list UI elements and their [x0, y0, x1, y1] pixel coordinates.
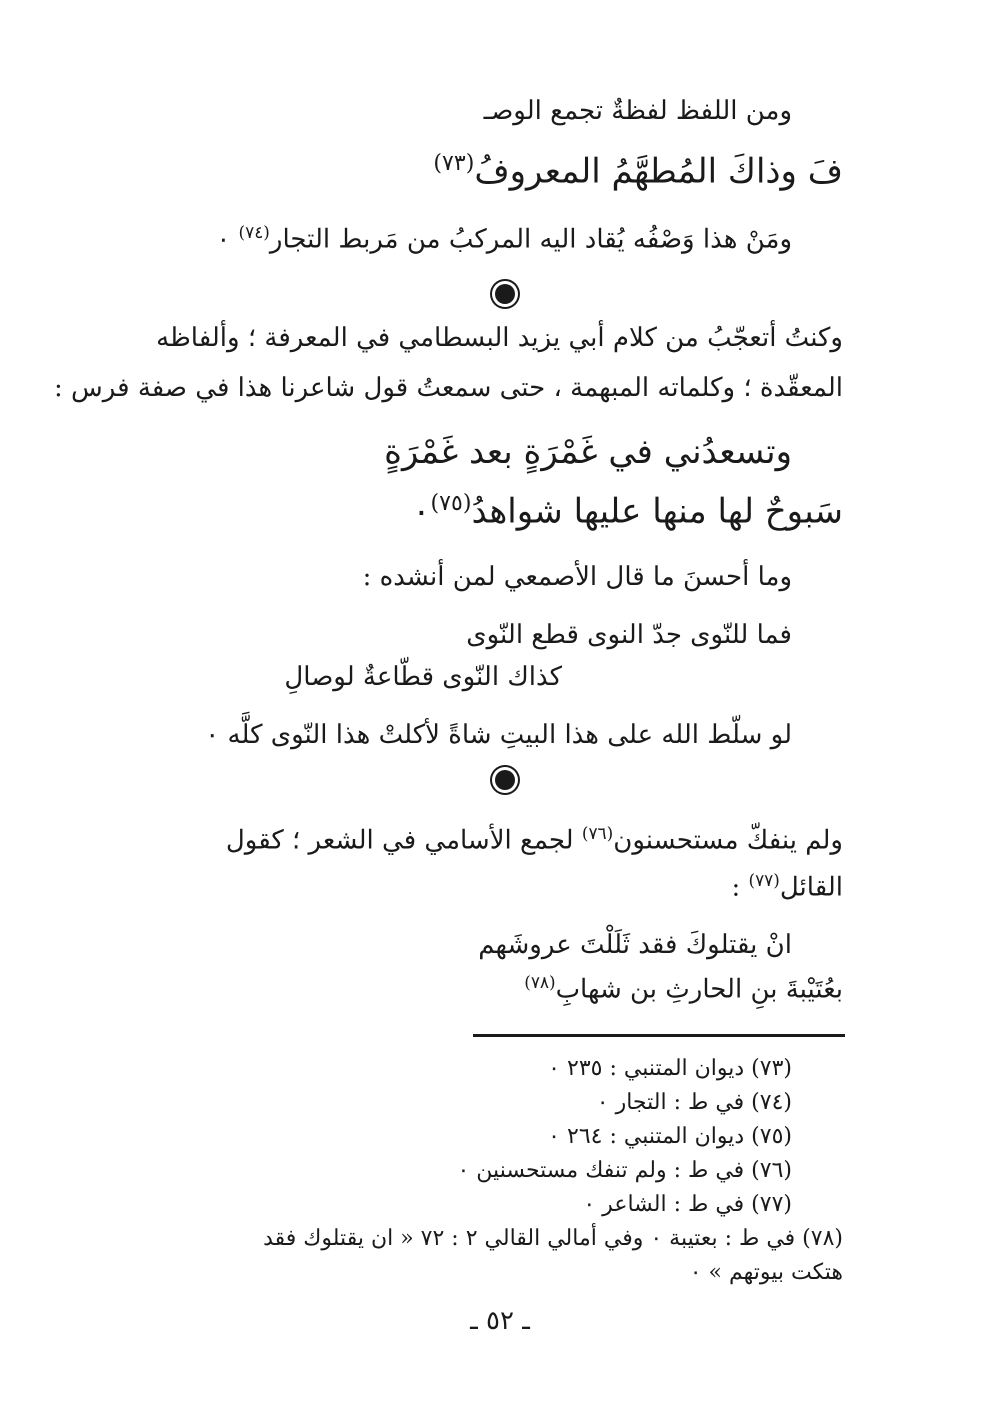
- footnote-separator: [473, 1034, 845, 1037]
- page-number: ـ ٥٢ ـ: [470, 1306, 530, 1336]
- footnote-77: (٧٧) في ط : الشاعر ٠: [583, 1192, 792, 1217]
- verse-line-7: بعُتَيْبةَ بنِ الحارثِ بن شهابِ$^{(٧٨)}$: [524, 972, 843, 1005]
- text-line-6: لو سلّط الله على هذا البيتِ شاةً لأكلتْ هذا النّوى كلَّه ٠: [205, 720, 792, 750]
- footnote-ref-78: (٧٨): [524, 972, 556, 992]
- text-line-1: ومن اللفظ لفظةٌ تجمع الوصـ: [483, 96, 792, 126]
- footnote-76: (٧٦) في ط : ولم تنفك مستحسنين ٠: [457, 1158, 792, 1183]
- verse-line-3: سَبوحٌ لها منها عليها شواهدُ$^{(٧٥)}$٠: [412, 490, 843, 532]
- footnote-73: (٧٣) ديوان المتنبي : ٢٣٥ ٠: [548, 1056, 792, 1081]
- section-divider-ornament-2: [495, 770, 515, 790]
- verse-line-2: وتسعدُني في غَمْرَةٍ بعد غَمْرَةٍ: [384, 432, 792, 472]
- footnote-75: (٧٥) ديوان المتنبي : ٢٦٤ ٠: [548, 1124, 792, 1149]
- footnote-78-continued: هتكت بيوتهم » ٠: [689, 1260, 843, 1285]
- verse-line-5: كذاك النّوى قطّاعةٌ لوصالِ: [284, 662, 562, 692]
- footnote-ref-73: (٧٣): [433, 150, 475, 176]
- text-line-2: ومَنْ هذا وَصْفُه يُقاد اليه المركبُ من مَربط التجار$^{(٧٤)}$ ٠: [216, 222, 792, 255]
- footnote-78: (٧٨) في ط : بعتيبة ٠ وفي أمالي القالي ٢ : ٧٢ « ان يقتلوك فقد: [263, 1226, 843, 1251]
- footnote-ref-74: (٧٤): [238, 222, 270, 242]
- footnote-ref-76: (٧٦): [581, 823, 614, 843]
- footnote-ref-77: (٧٧): [748, 870, 780, 890]
- verse-line-1: فَ وذاكَ المُطهَّمُ المعروفُ$^{(٧٣)}$: [433, 150, 843, 192]
- footnote-74: (٧٤) في ط : التجار ٠: [596, 1090, 792, 1115]
- text-line-7: ولم ينفكّ مستحسنون$^{(٧٦)}$ لجمع الأسامي في الشعر ؛ كقول: [225, 823, 843, 856]
- section-divider-ornament: [495, 284, 515, 304]
- footnote-ref-75: (٧٥): [430, 490, 472, 516]
- text-line-8: القائل$^{(٧٧)}$ :: [731, 870, 843, 903]
- text-line-3: وكنتُ أتعجّبُ من كلام أبي يزيد البسطامي في المعرفة ؛ وألفاظه: [156, 323, 843, 353]
- verse-line-6: انْ يقتلوكَ فقد ثَلَلْتَ عروشَهم: [478, 930, 792, 960]
- text-line-5: وما أحسنَ ما قال الأصمعي لمن أنشده :: [362, 562, 792, 592]
- text-line-4: المعقّدة ؛ وكلماته المبهمة ، حتى سمعتُ قول شاعرنا هذا في صفة فرس :: [54, 373, 843, 403]
- verse-line-4: فما للنّوى جدّ النوى قطع النّوى: [466, 620, 792, 650]
